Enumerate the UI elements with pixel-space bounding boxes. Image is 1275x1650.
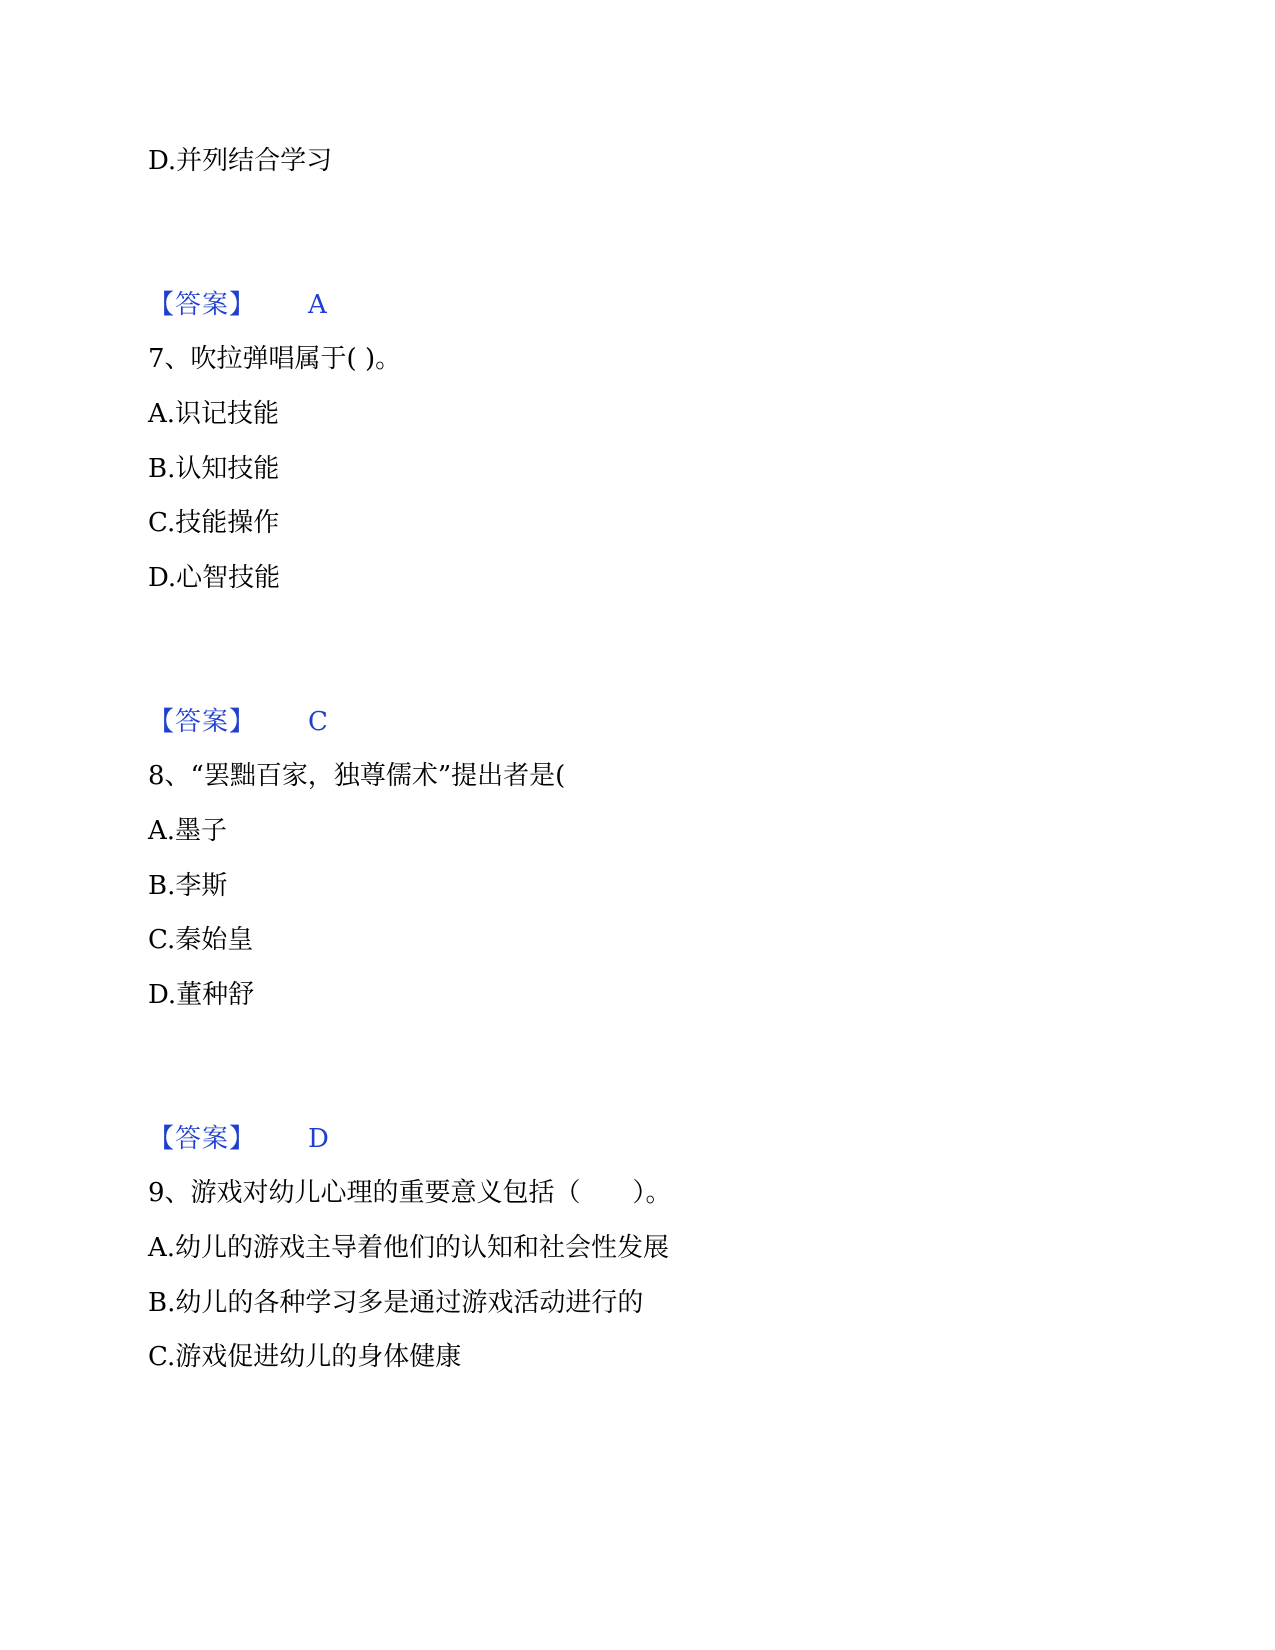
q6-answer xyxy=(148,288,327,322)
q7-answer xyxy=(148,705,328,739)
q6-option-d: D.并列结合学习 xyxy=(148,146,333,176)
q7-option-d: D.心智技能 xyxy=(148,563,281,593)
q9-option-a: A.幼儿的游戏主导着他们的认知和社会性发展 xyxy=(148,1233,670,1263)
q7-answer-value: C xyxy=(308,707,328,737)
q9-option-b: B.幼儿的各种学习多是通过游戏活动进行的 xyxy=(148,1288,644,1318)
q9-question: 9、游戏对幼儿心理的重要意义包括（ ）。 xyxy=(148,1178,672,1208)
q7-option-a: A.识记技能 xyxy=(148,399,280,429)
q8-option-b: B.李斯 xyxy=(148,871,228,901)
q7-question: 7、吹拉弹唱属于( )。 xyxy=(148,344,402,374)
q8-question: 8、“罢黜百家，独尊儒术”提出者是( xyxy=(148,761,566,791)
q7-answer-label: 【答案】 xyxy=(148,707,257,737)
q6-answer-label: 【答案】 xyxy=(148,290,257,320)
q8-answer-value: D xyxy=(308,1124,329,1154)
q8-answer-label: 【答案】 xyxy=(148,1124,257,1154)
q7-option-c: C.技能操作 xyxy=(148,508,280,538)
q8-option-d: D.董种舒 xyxy=(148,980,255,1010)
q7-option-b: B.认知技能 xyxy=(148,454,280,484)
q8-option-a: A.墨子 xyxy=(148,816,228,846)
q8-option-c: C.秦始皇 xyxy=(148,925,254,955)
q9-option-c: C.游戏促进幼儿的身体健康 xyxy=(148,1342,462,1372)
q8-answer xyxy=(148,1122,329,1156)
q6-answer-value: A xyxy=(308,290,327,320)
